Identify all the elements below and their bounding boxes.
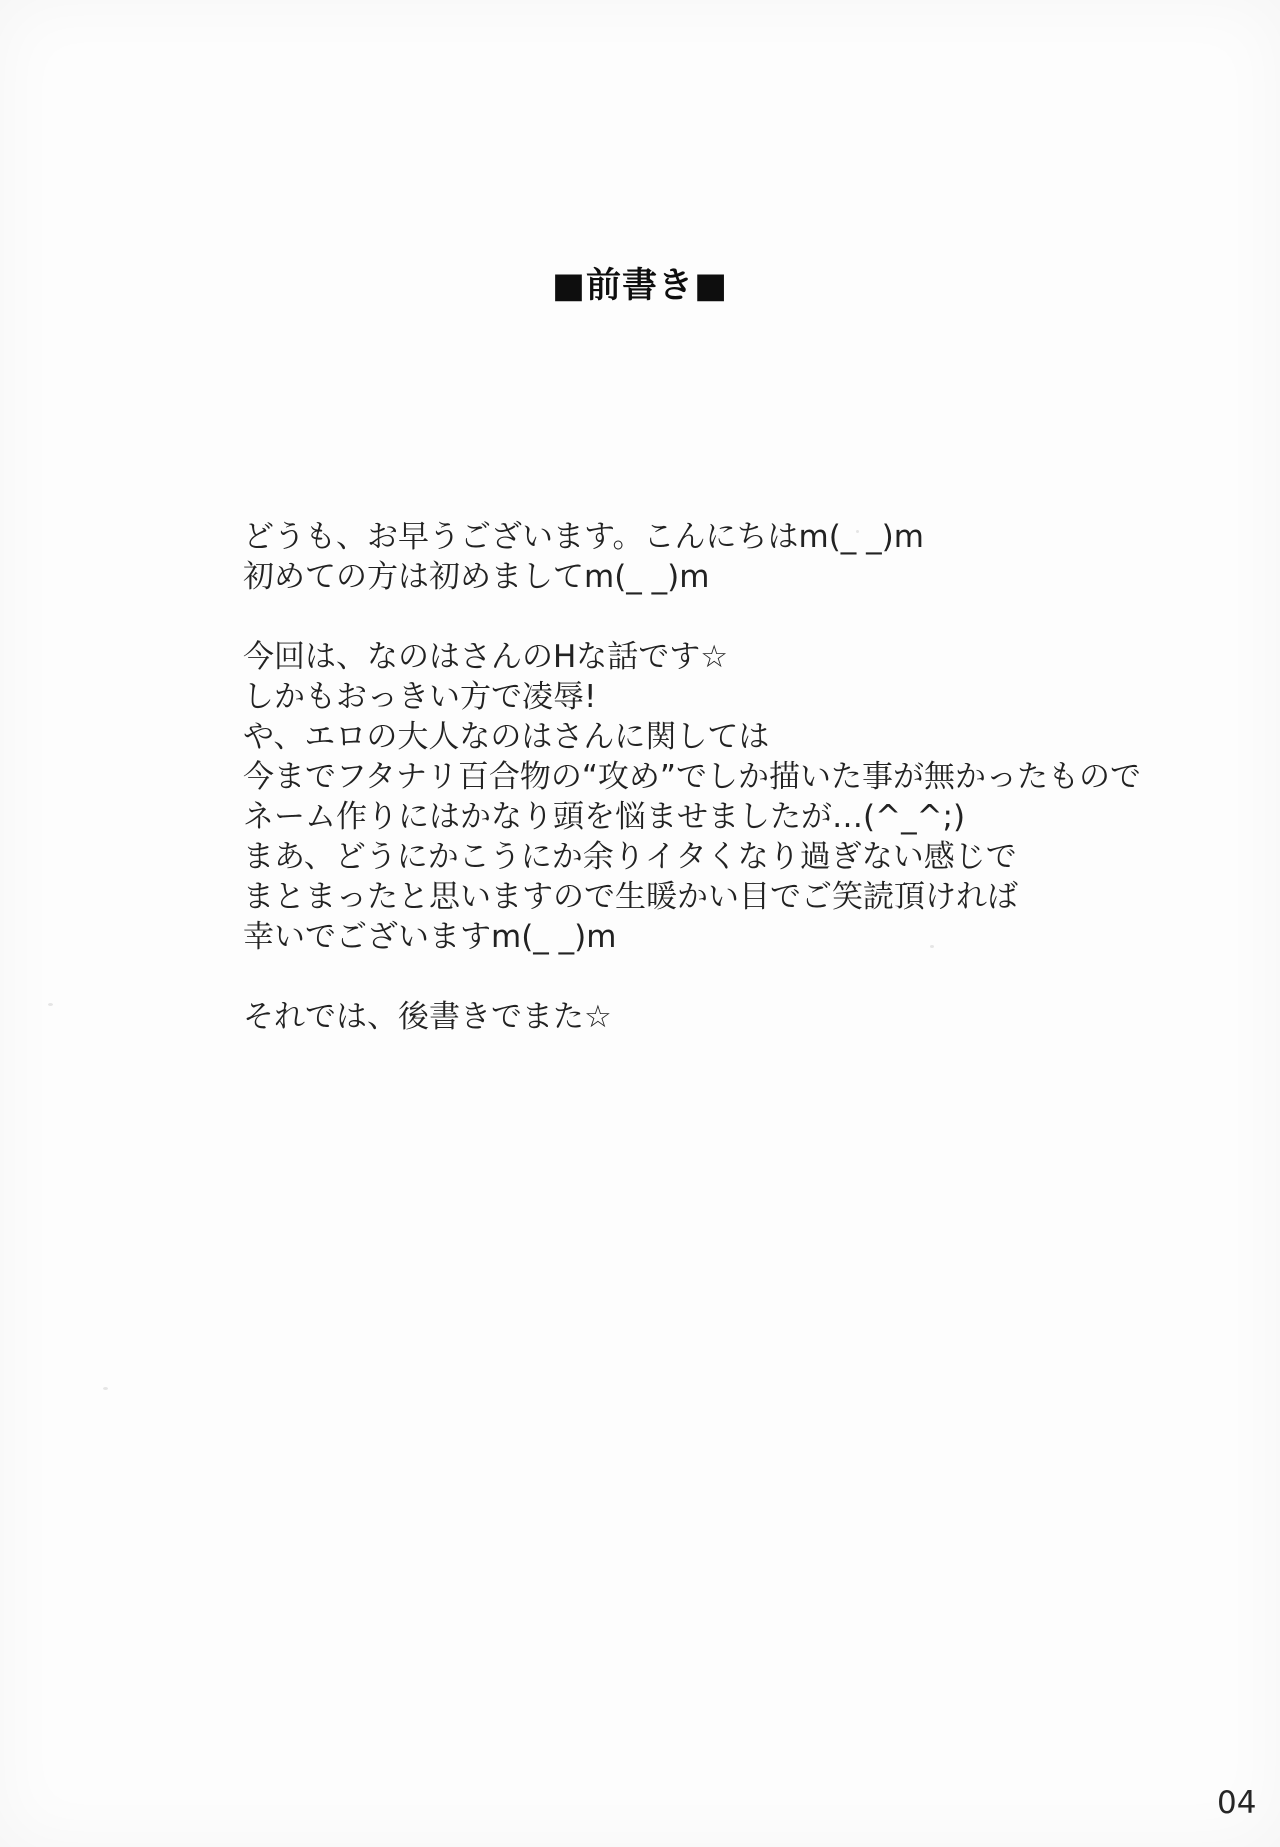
paragraph-closing [243,997,1220,1037]
text-line: 幸いでございますm(_ _)m [243,919,617,955]
body-text [243,517,1220,1077]
text-line: ネーム作りにはかなり頭を悩ませましたが…(^_^;) [243,799,966,835]
text-line: 今回は、なのはさんのHな話です☆ [243,639,729,675]
scan-speck [103,1387,108,1390]
text-line: しかもおっきい方で凌辱! [243,679,597,715]
text-line: まあ、どうにかこうにか余りイタくなり過ぎない感じで [243,839,1017,875]
text-line: どうも、お早うございます。こんにちはm(_ _)m [243,519,924,555]
text-line: や、エロの大人なのはさんに関しては [243,719,770,755]
paragraph-main [243,637,1220,957]
scan-speck [48,1003,53,1006]
text-line: それでは、後書きでまた☆ [243,999,612,1035]
text-line: 初めての方は初めましてm(_ _)m [243,559,710,595]
scan-speck [856,530,859,533]
page-title: ■前書き■ [551,266,729,306]
text-line: 今までフタナリ百合物の“攻め”でしか描いた事が無かったもので [243,759,1141,795]
page-number: 04 [1217,1785,1257,1821]
text-line: まとまったと思いますので生暖かい目でご笑読頂ければ [243,879,1018,915]
scan-speck [930,945,934,948]
paragraph-greeting [243,517,1220,597]
